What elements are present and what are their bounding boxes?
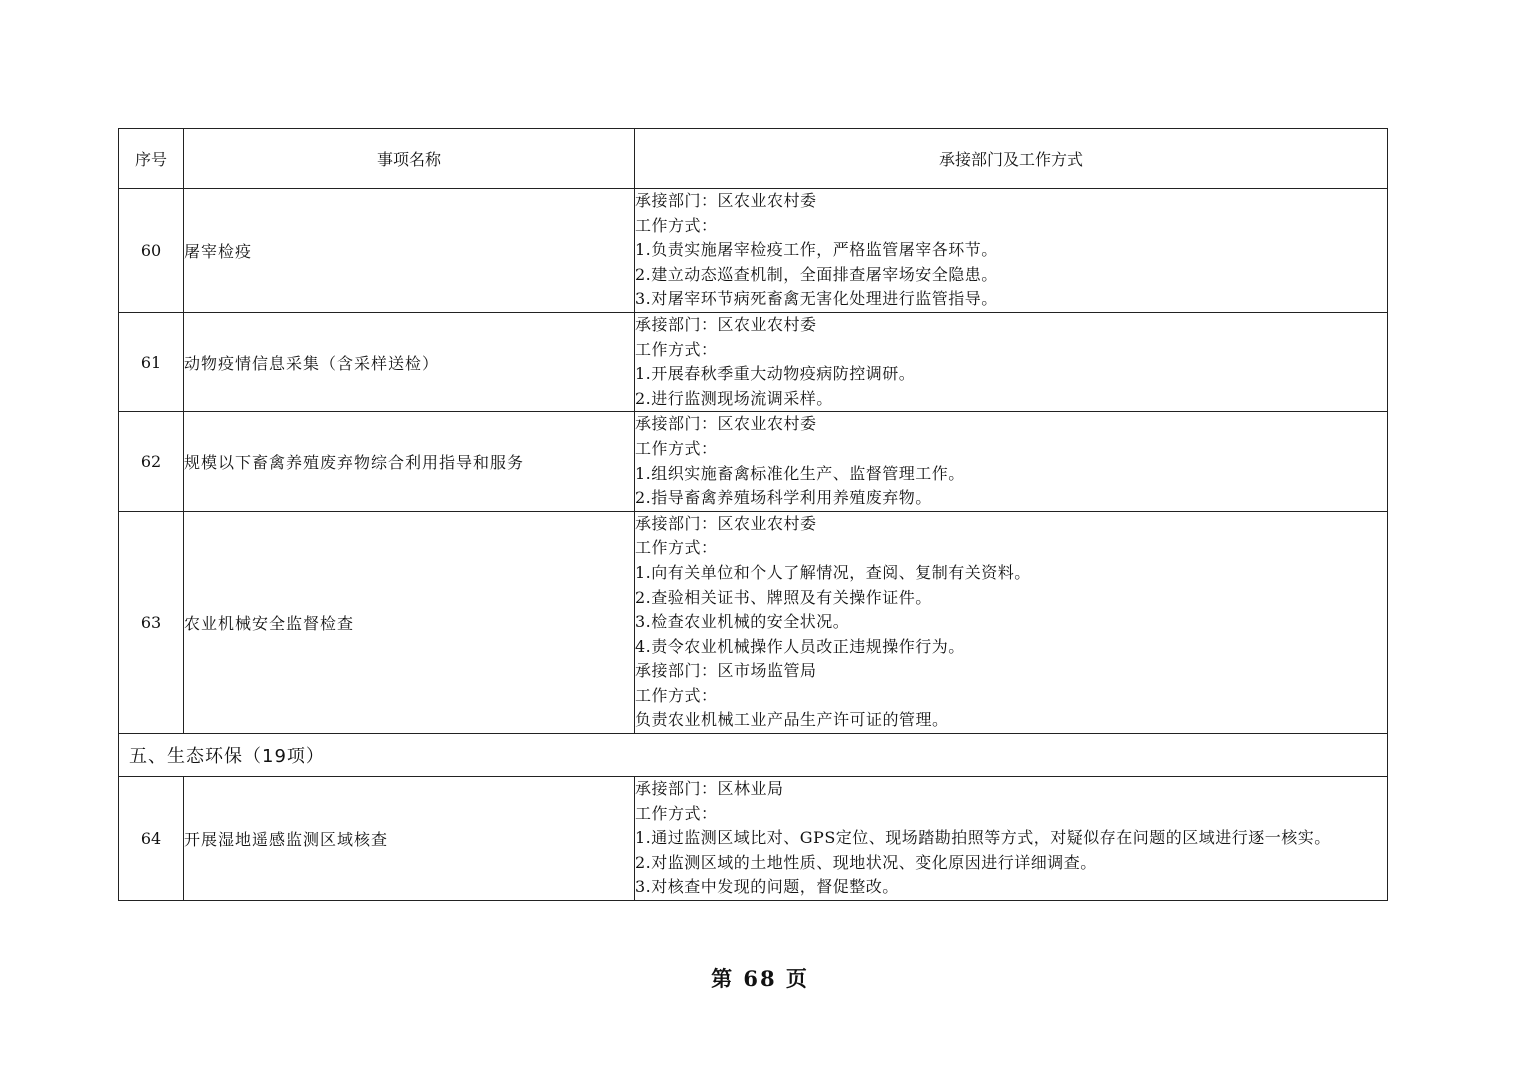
- section-title: 五、生态环保（19项）: [119, 734, 1388, 777]
- table-header-row: [119, 129, 1388, 189]
- page-number: 第 68 页: [711, 966, 809, 991]
- method-item: 负责农业机械工业产品生产许可证的管理。: [635, 710, 949, 730]
- matters-table: [118, 128, 1388, 901]
- method-item: 2.指导畜禽养殖场科学利用养殖废弃物。: [635, 488, 932, 508]
- dept-and-method: [635, 511, 1388, 733]
- matter-name: 动物疫情信息采集（含采样送检）: [184, 312, 635, 411]
- dept-line: 承接部门：区林业局: [635, 779, 784, 799]
- method-item: 2.对监测区域的土地性质、现地状况、变化原因进行详细调查。: [635, 852, 1097, 872]
- method-item: 4.责令农业机械操作人员改正违规操作行为。: [635, 636, 965, 656]
- matter-name: 农业机械安全监督检查: [184, 511, 635, 733]
- method-label: 工作方式：: [635, 339, 718, 359]
- method-item: 1.通过监测区域比对、GPS定位、现场踏勘拍照等方式，对疑似存在问题的区域进行逐一核实。: [635, 828, 1331, 848]
- method-item: 3.对核查中发现的问题，督促整改。: [635, 877, 899, 897]
- header-dept: 承接部门及工作方式: [635, 129, 1388, 189]
- method-label: 工作方式：: [635, 685, 718, 705]
- table-row: [119, 312, 1388, 411]
- method-item: 3.检查农业机械的安全状况。: [635, 612, 850, 632]
- matter-name: 屠宰检疫: [184, 189, 635, 313]
- method-label: 工作方式：: [635, 438, 718, 458]
- method-item: 1.负责实施屠宰检疫工作，严格监管屠宰各环节。: [635, 240, 998, 260]
- dept-line: 承接部门：区农业农村委: [635, 414, 817, 434]
- method-item: 3.对屠宰环节病死畜禽无害化处理进行监管指导。: [635, 289, 998, 309]
- dept-and-method: [635, 312, 1388, 411]
- row-number: 60: [119, 189, 184, 313]
- method-item: 1.开展春秋季重大动物疫病防控调研。: [635, 364, 916, 384]
- row-number: 64: [119, 777, 184, 901]
- dept-line: 承接部门：区农业农村委: [635, 314, 817, 334]
- matter-name: 开展湿地遥感监测区域核查: [184, 777, 635, 901]
- dept-line: 承接部门：区农业农村委: [635, 513, 817, 533]
- dept-line: 承接部门：区农业农村委: [635, 191, 817, 210]
- row-number: 63: [119, 511, 184, 733]
- dept-and-method: [635, 189, 1388, 313]
- row-number: 62: [119, 412, 184, 511]
- header-seq: 序号: [119, 129, 184, 189]
- matter-name: 规模以下畜禽养殖废弃物综合利用指导和服务: [184, 412, 635, 511]
- section-row: [119, 734, 1388, 777]
- method-label: 工作方式：: [635, 215, 718, 235]
- table-row: [119, 412, 1388, 511]
- method-item: 2.建立动态巡查机制，全面排查屠宰场安全隐患。: [635, 264, 998, 284]
- table-row: [119, 777, 1388, 901]
- table-row: [119, 189, 1388, 313]
- method-label: 工作方式：: [635, 803, 718, 823]
- method-item: 2.查验相关证书、牌照及有关操作证件。: [635, 587, 932, 607]
- method-item: 1.组织实施畜禽标准化生产、监督管理工作。: [635, 463, 965, 483]
- method-item: 1.向有关单位和个人了解情况，查阅、复制有关资料。: [635, 562, 1031, 582]
- table-row: [119, 511, 1388, 733]
- dept-line: 承接部门：区市场监管局: [635, 661, 817, 681]
- method-label: 工作方式：: [635, 538, 718, 558]
- method-item: 2.进行监测现场流调采样。: [635, 388, 833, 408]
- row-number: 61: [119, 312, 184, 411]
- header-name: 事项名称: [184, 129, 635, 189]
- dept-and-method: [635, 412, 1388, 511]
- dept-and-method: [635, 777, 1388, 901]
